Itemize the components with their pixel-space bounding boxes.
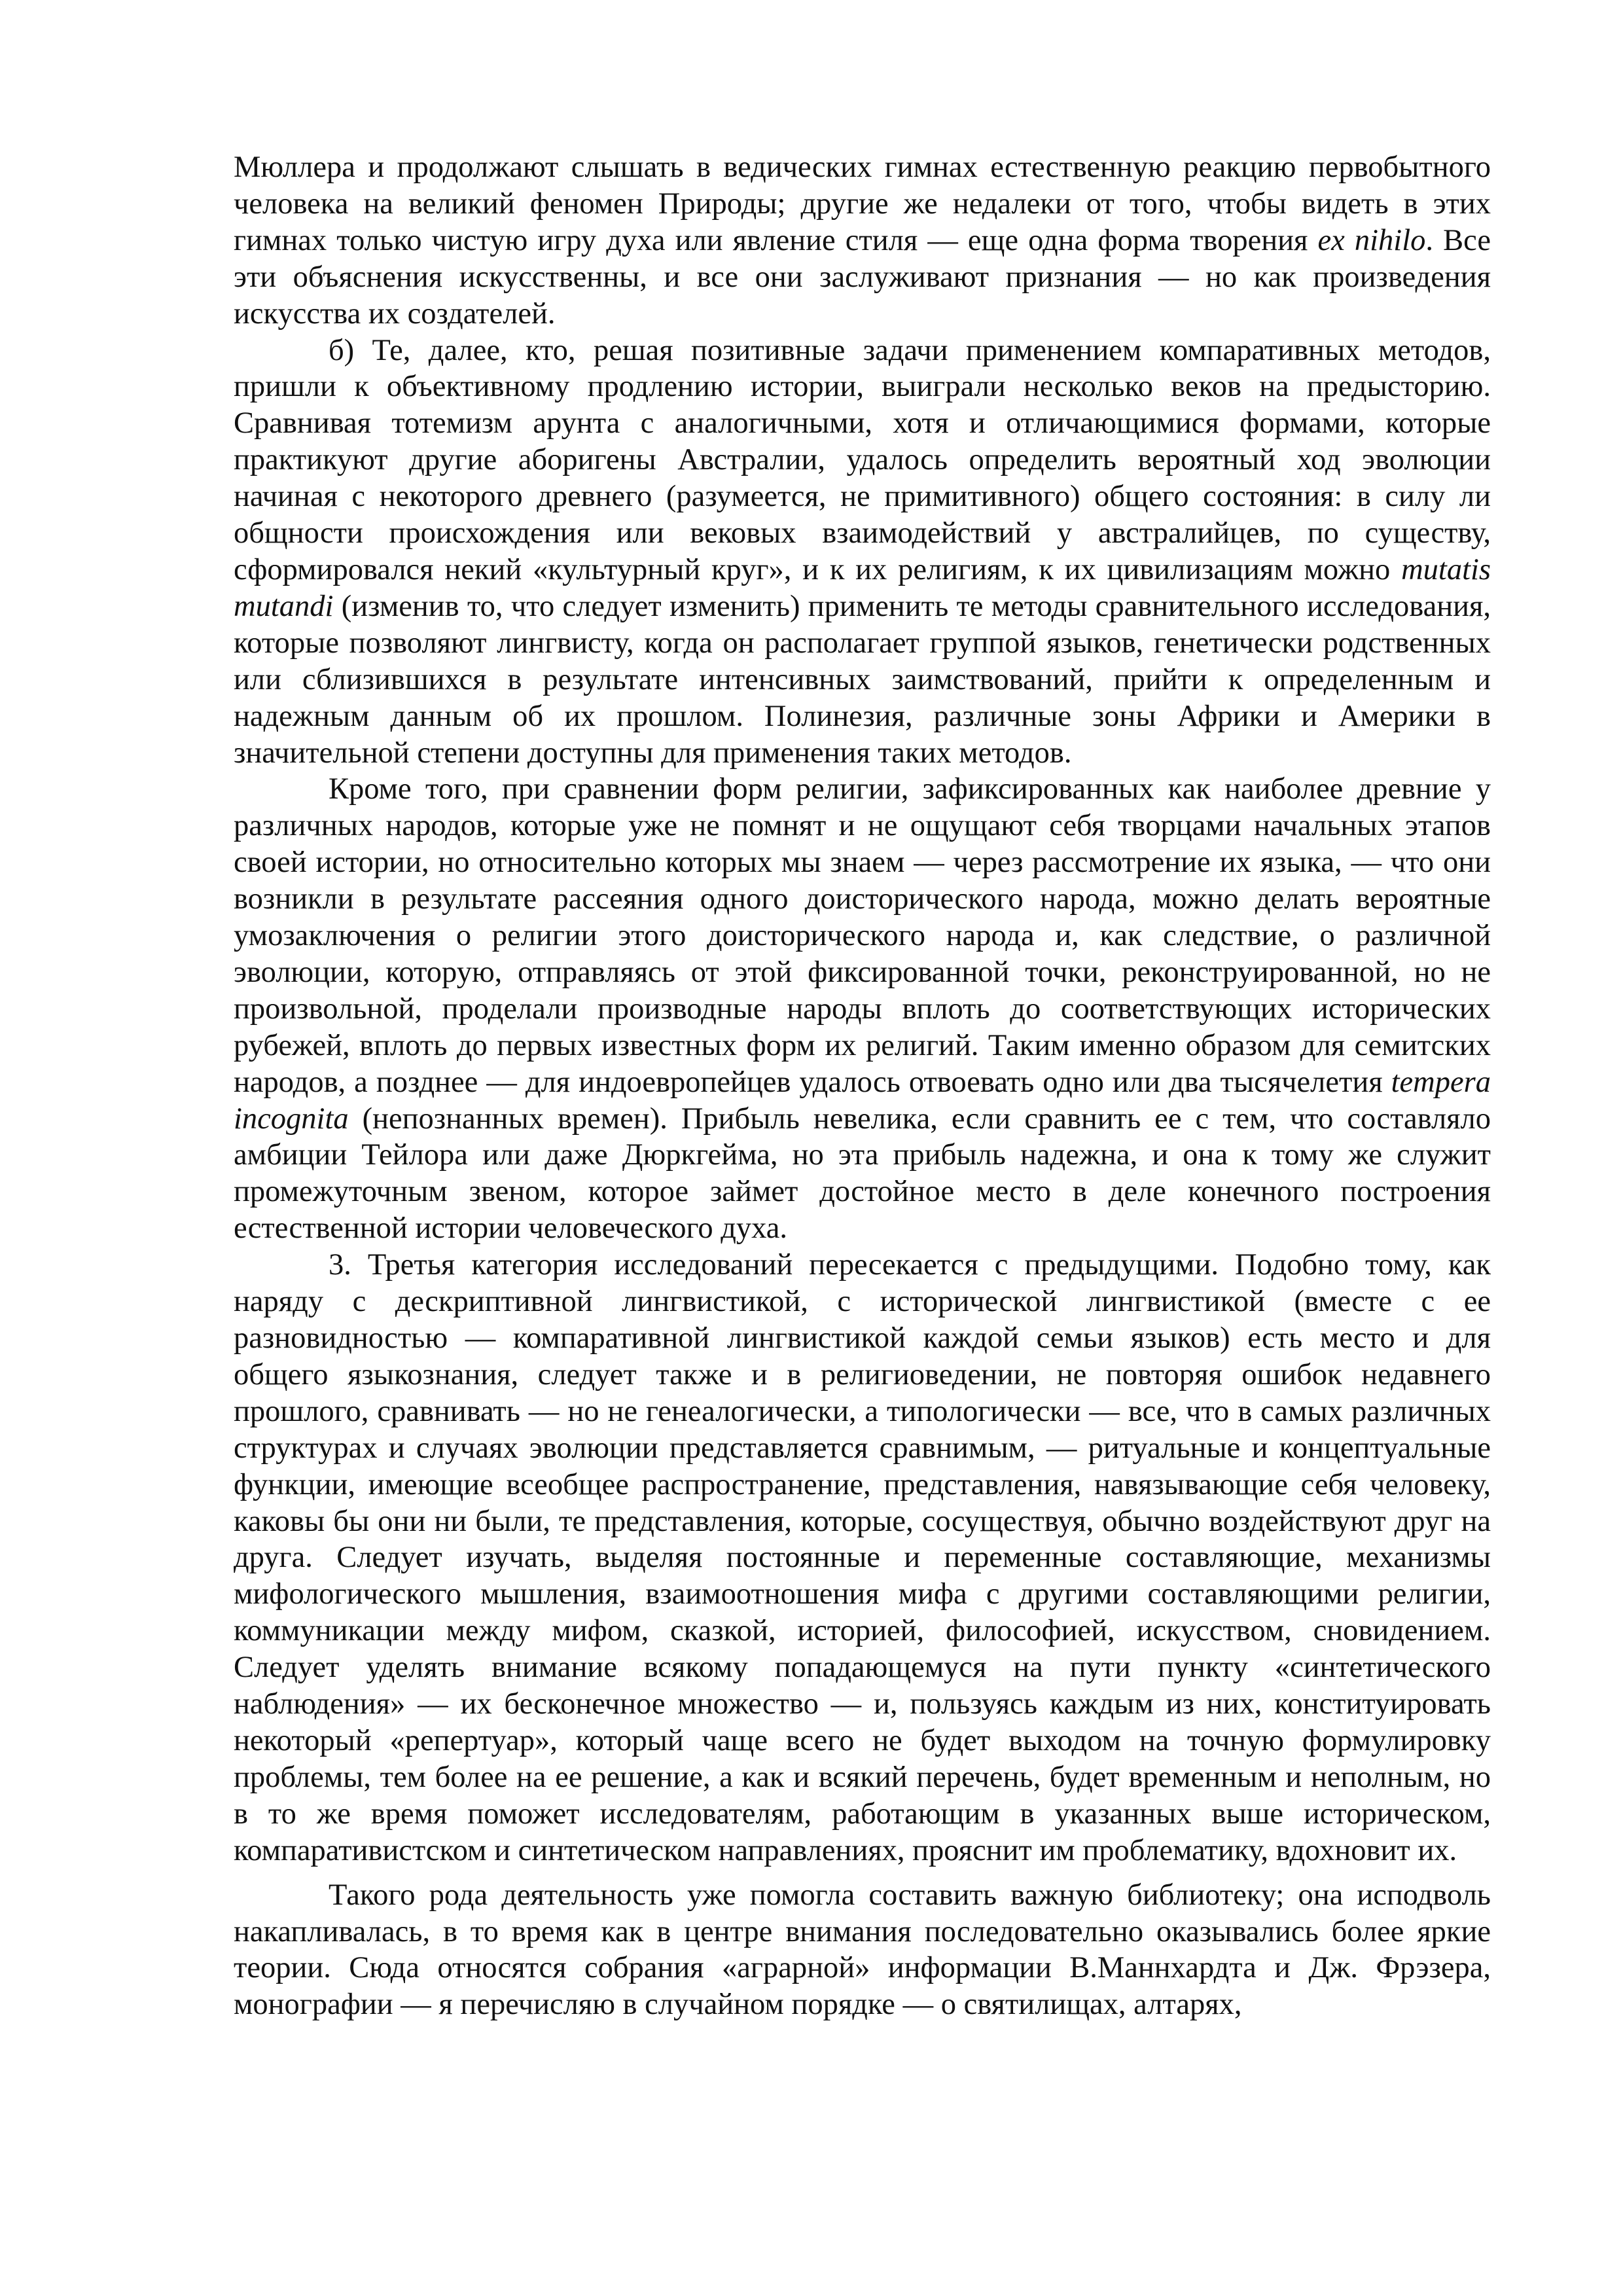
paragraph-3 — [234, 771, 1491, 1247]
italic-term: tempera incognita — [234, 1065, 1491, 1136]
text-segment: 3. Третья категория исследований пересекается с предыдущими. Подобно тому, как наряду с дескриптивной лингвистикой, с исторической лингвистикой (вместе с ее разновидностью — компаративной лингвистикой каждой семьи языков) есть место и для общего языкознания, следует также и в религиоведении, не повторяя ошибок недавнего прошлого, сравнивать — но не генеалогически, а типологически — все, что в самых различных структурах и случаях эволюции представляется сравнимым, — ритуальные и концептуальные функции, имеющие всеобщее распространение, представления, навязывающие себя человеку, каковы бы они ни были, те представления, которые, сосуществуя, обычно воздействуют друг на друга. Следует изучать, выделяя постоянные и переменные составляющие, механизмы мифологического мышления, взаимоотношения мифа с другими составляющими религии, коммуникации между мифом, сказкой, историей, философией, искусством, сновидением. Следует уделять внимание всякому попадающемуся на пути пункту «синтетического наблюдения» — их бесконечное множество — и, пользуясь каждым из них, конституировать некоторый «репертуар», который чаще всего не будет выходом на точную формулировку проблемы, тем более на ее решение, а как и всякий перечень, будет временным и неполным, но в то же время поможет исследователям, работающим в указанных выше историческом, компаративистском и синтетическом направлениях, прояснит им проблематику, вдохновит их. — [234, 1248, 1491, 1867]
paragraph-4 — [234, 1247, 1491, 1869]
text-segment: (непознанных времен). Прибыль невелика, если сравнить ее с тем, что составляло амбиции Тейлора или даже Дюркгейма, но эта прибыль надежна, и она к тому же служит промежуточным звеном, которое займет достойное место в деле конечного построения естественной истории человеческого духа. — [234, 1102, 1491, 1246]
text-segment: Мюллера и продолжают слышать в ведических гимнах естественную реакцию первобытного человека на великий феномен Природы; другие же недалеки от того, чтобы видеть в этих гимнах только чистую игру духа или явление стиля — еще одна форма творения — [234, 151, 1491, 257]
text-segment: . Все эти объяснения искусственны, и все они заслуживают признания — но как произведения искусства их создателей. — [234, 223, 1491, 331]
text-segment: (изменив то, что следует изменить) применить те методы сравнительного исследования, которые позволяют лингвисту, когда он располагает группой языков, генетически родственных или сблизившихся в результате интенсивных заимствований, прийти к определенным и надежным данным об их прошлом. Полинезия, различные зоны Африки и Америки в значительной степени доступны для применения таких методов. — [234, 589, 1491, 770]
paragraph-2 — [234, 332, 1491, 772]
italic-term: ex nihilo — [1317, 223, 1426, 257]
body-text — [234, 149, 1491, 2023]
text-segment: Такого рода деятельность уже помогла составить важную библиотеку; она исподволь накапливалась, в то время как в центре внимания последовательно оказывались более яркие теории. Сюда относятся собрания «аграрной» информации В.Маннхардта и Дж. Фрэзера, монографии — я перечисляю в случайном порядке — о святилищах, алтарях, — [234, 1878, 1491, 2022]
italic-term: mutatis mutandi — [234, 552, 1491, 623]
text-segment: б) Те, далее, кто, решая позитивные задачи применением компаративных методов, пришли к объективному продлению истории, выиграли несколько веков на предысторию. Сравнивая тотемизм арунта с аналогичными, хотя и отличающимися формами, которые практикуют другие аборигены Австралии, удалось определить вероятный ход эволюции начиная с некоторого древнего (разумеется, не примитивного) общего состояния: в силу ли общности происхождения или вековых взаимодействий у австралийцев, по существу, сформировался некий «культурный круг», и к их религиям, к их цивилизациям можно — [234, 333, 1491, 586]
paragraph-5 — [234, 1877, 1491, 2024]
paragraph-1 — [234, 149, 1491, 332]
text-segment: Кроме того, при сравнении форм религии, зафиксированных как наиболее древние у различных народов, которые уже не помнят и не ощущают себя творцами начальных этапов своей истории, но относительно которых мы знаем — через рассмотрение их языка, — что они возникли в результате рассеяния одного доисторического народа, можно делать вероятные умозаключения о религии этого доисторического народа и, как следствие, о различной эволюции, которую, отправляясь от этой фиксированной точки, реконструированной, но не произвольной, проделали производные народы вплоть до соответствующих исторических рубежей, вплоть до первых известных форм их религий. Таким именно образом для семитских народов, а позднее — для индоевропейцев удалось отвоевать одно или два тысячелетия — [234, 772, 1491, 1099]
